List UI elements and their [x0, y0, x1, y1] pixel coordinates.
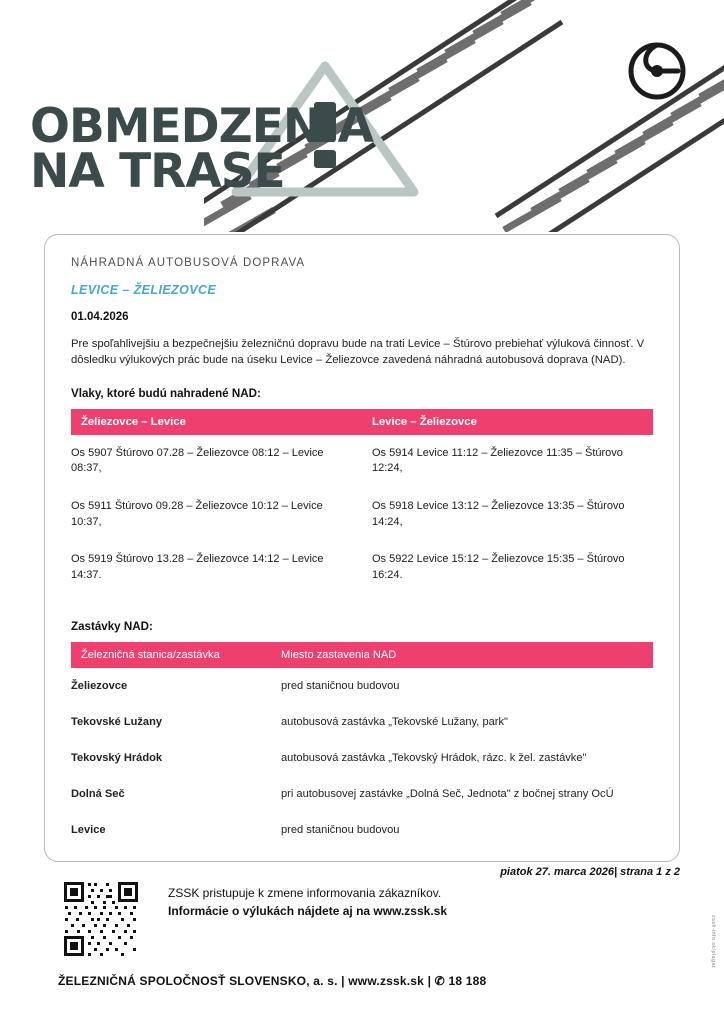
table-row — [71, 812, 653, 848]
stop-location: autobusová zastávka „Tekovský Hrádok, rázc. k žel. zastávke" — [281, 752, 587, 765]
footer-line-2: Informácie o výlukách nájdete aj na www.zssk.sk — [168, 904, 447, 918]
stop-station: Dolná Seč — [71, 788, 125, 801]
stop-station: Tekovský Hrádok — [71, 752, 163, 765]
side-source-note: zssk-info.sk/plagat — [710, 915, 716, 968]
card-kicker: NÁHRADNÁ AUTOBUSOVÁ DOPRAVA — [71, 257, 306, 269]
stops-col-header-1: Železničná stanica/zastávka — [71, 642, 271, 668]
page-date-and-number: piatok 27. marca 2026| strana 1 z 2 — [500, 866, 680, 878]
table-row — [71, 435, 653, 488]
stop-station: Levice — [71, 824, 106, 837]
table-header-row — [71, 409, 653, 435]
table-row — [71, 488, 653, 541]
table-row — [71, 704, 653, 740]
page-header — [0, 0, 724, 232]
stop-location: pred staničnou budovou — [281, 680, 400, 693]
train-cell-left: Os 5907 Štúrovo 07.28 – Želiezovce 08:12 – Levice 08:37, — [71, 446, 324, 475]
card-route: LEVICE – ŽELIEZOVCE — [71, 283, 217, 297]
card-date: 01.04.2026 — [71, 311, 129, 323]
table-row — [71, 776, 653, 812]
train-cell-right: Os 5914 Levice 11:12 – Želiezovce 11:35 – Štúrovo 12:24, — [372, 446, 623, 475]
footer-line-1: ZSSK pristupuje k zmene informovania zákazníkov. — [168, 886, 442, 900]
train-cell-right: Os 5918 Levice 13:12 – Želiezovce 13:35 – Štúrovo 14:24, — [372, 499, 625, 528]
train-cell-left: Os 5911 Štúrovo 09.28 – Želiezovce 10:12 – Levice 10:37, — [71, 499, 323, 528]
notice-card — [44, 234, 680, 862]
replaced-trains-table — [71, 409, 653, 595]
train-cell-right: Os 5922 Levice 15:12 – Želiezovce 15:35 – Štúrovo 16:24. — [372, 553, 625, 581]
table-header-row — [71, 642, 653, 668]
train-cell-left: Os 5919 Štúrovo 13.28 – Želiezovce 14:12 – Levice 14:37. — [71, 553, 324, 581]
qr-code[interactable] — [62, 880, 140, 958]
footer-message — [168, 886, 447, 918]
nad-stops-table — [71, 642, 653, 848]
title-line-2: NA TRASE — [30, 144, 285, 200]
trains-col-header-2: Levice – Želiezovce — [362, 409, 653, 435]
stop-location: pred staničnou budovou — [281, 824, 400, 837]
stops-section-title: Zastávky NAD: — [71, 620, 153, 634]
page-title — [30, 99, 374, 200]
title-line-1: OBMEDZENIA — [30, 99, 374, 154]
stop-station: Želiezovce — [71, 680, 128, 693]
table-row — [71, 740, 653, 776]
table-row — [71, 541, 653, 594]
trains-section-title: Vlaky, ktoré budú nahradené NAD: — [71, 386, 261, 400]
company-footer: ŽELEZNIČNÁ SPOLOČNOSŤ SLOVENSKO, a. s. | www.zssk.sk | ✆ 18 188 — [58, 974, 487, 988]
stops-col-header-2: Miesto zastavenia NAD — [271, 642, 653, 668]
stop-location: autobusová zastávka „Tekovské Lužany, park" — [281, 716, 508, 729]
card-paragraph: Pre spoľahlivejšiu a bezpečnejšiu železničnú dopravu bude na trati Levice – Štúrovo prebiehať výluková činnosť. V dôsledku výlukových prác bude na úseku Levice – Želiezovce zavedená náhradná autobusová doprava (NAD). — [71, 338, 645, 367]
table-row — [71, 668, 653, 704]
stop-location: pri autobusovej zastávke „Dolná Seč, Jednota" z bočnej strany OcÚ — [281, 788, 614, 801]
stop-station: Tekovské Lužany — [71, 716, 163, 729]
trains-col-header-1: Želiezovce – Levice — [71, 409, 362, 435]
